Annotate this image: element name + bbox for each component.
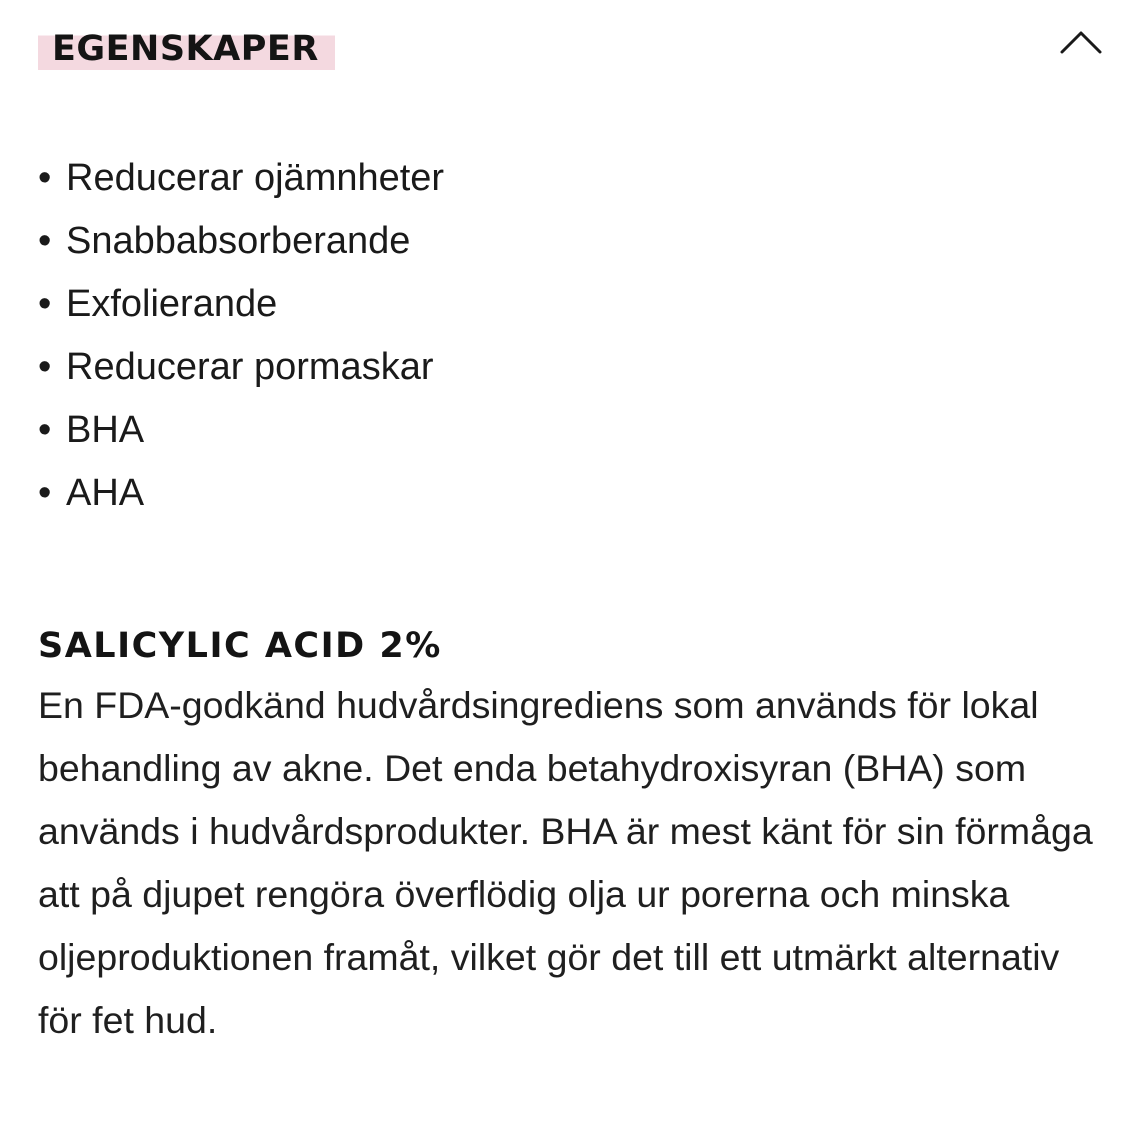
bullet: • — [38, 472, 52, 514]
list-item — [38, 210, 444, 273]
bullet: • — [38, 409, 52, 451]
feature-label: Reducerar pormaskar — [66, 346, 434, 388]
feature-label: AHA — [66, 472, 145, 514]
ingredient-description: En FDA-godkänd hudvårdsingrediens som används för lokal behandling av akne. Det enda betahydroxisyran (BHA) som används i hudvårdsprodukter. BHA är mest känt för sin förmåga att på djupet rengöra överflödig olja ur porerna och minska oljeproduktionen framåt, vilket gör det till ett utmärkt alternativ för fet hud. — [38, 684, 1093, 1041]
feature-label: BHA — [66, 409, 145, 451]
bullet: • — [38, 346, 52, 388]
feature-label: Snabbabsorberande — [66, 220, 411, 262]
bullet: • — [38, 157, 52, 199]
ingredient-block — [38, 618, 1108, 1052]
list-item — [38, 462, 444, 525]
feature-label: Exfolierande — [66, 283, 278, 325]
list-item — [38, 336, 444, 399]
bullet: • — [38, 283, 52, 325]
list-item — [38, 147, 444, 210]
list-item — [38, 273, 444, 336]
chevron-up-icon[interactable] — [1059, 24, 1103, 60]
ingredient-title: SALICYLIC ACID 2% — [38, 626, 442, 666]
bullet: • — [38, 220, 52, 262]
section-header[interactable] — [38, 18, 1125, 74]
feature-list — [38, 147, 444, 525]
section-title: EGENSKAPER — [38, 28, 335, 70]
list-item — [38, 399, 444, 462]
feature-label: Reducerar ojämnheter — [66, 157, 445, 199]
